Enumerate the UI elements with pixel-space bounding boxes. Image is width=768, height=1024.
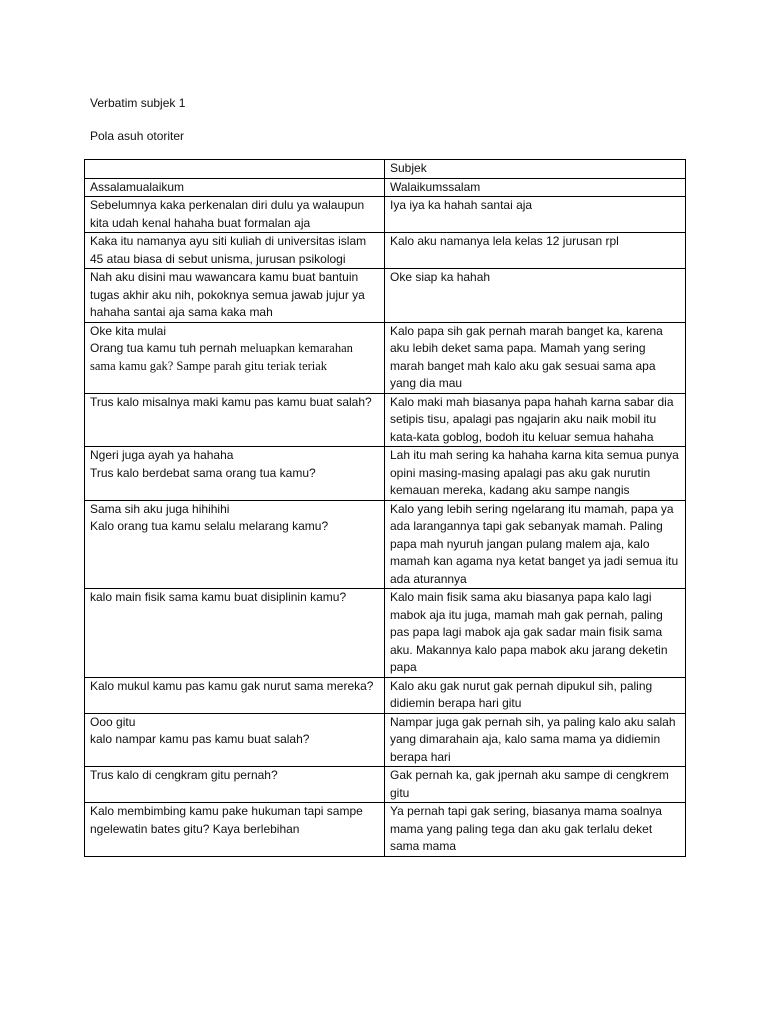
table-row — [85, 589, 686, 678]
table-row — [85, 197, 686, 233]
answer-cell: Kalo maki mah biasanya papa hahah karna sabar dia setipis tisu, apalagi pas ngajarin aku naik mobil itu kata-kata goblog, bodoh itu keluar semua hahaha — [385, 393, 686, 447]
answer-cell: Iya iya ka hahah santai aja — [385, 197, 686, 233]
question-cell — [85, 500, 385, 589]
verbatim-table — [84, 159, 686, 857]
question-cell — [85, 677, 385, 713]
document-title: Verbatim subjek 1 — [90, 96, 186, 110]
answer-cell: Oke siap ka hahah — [385, 269, 686, 323]
table-row — [85, 178, 686, 197]
header-cell-interviewer — [85, 160, 385, 179]
question-text: Ooo gitu — [90, 714, 136, 729]
question-text: Kalo mukul kamu pas kamu gak nurut sama mereka? — [90, 678, 374, 693]
header-cell-subject: Subjek — [385, 160, 686, 179]
question-text-serif: meluapkan kemarahan sama kamu gak? Sampe parah gitu teriak teriak — [90, 341, 353, 373]
table-row — [85, 713, 686, 767]
answer-cell: Kalo aku gak nurut gak pernah dipukul sih, paling didiemin berapa hari gitu — [385, 677, 686, 713]
question-text: Trus kalo di cengkram gitu pernah? — [90, 768, 278, 782]
table-row — [85, 322, 686, 393]
question-text: Kalo membimbing kamu pake hukuman tapi sampe ngelewatin bates gitu? Kaya berlebihan — [90, 804, 363, 836]
question-text: Kalo orang tua kamu selalu melarang kamu? — [90, 519, 329, 533]
table-row — [85, 269, 686, 323]
question-text: kalo main fisik sama kamu buat disiplinin kamu? — [90, 590, 347, 604]
question-cell — [85, 197, 385, 233]
question-text: Trus kalo berdebat sama orang tua kamu? — [90, 465, 316, 480]
answer-cell: Kalo main fisik sama aku biasanya papa kalo lagi mabok aja itu juga, mamah mah gak pernah, paling pas papa lagi mabok aja gak sadar main fisik sama aku. Makannya kalo papa mabok aku jarang deketin papa — [385, 589, 686, 678]
table-row — [85, 803, 686, 857]
table-row — [85, 233, 686, 269]
answer-cell: Lah itu mah sering ka hahaha karna kita semua punya opini masing-masing apalagi pas aku gak nurutin kemauan mereka, kadang aku sampe nangis — [385, 447, 686, 501]
answer-cell: Walaikumssalam — [385, 178, 686, 197]
question-text: Sebelumnya kaka perkenalan diri dulu ya walaupun kita udah kenal hahaha buat formalan aja — [90, 198, 365, 230]
answer-cell: Gak pernah ka, gak jpernah aku sampe di cengkrem gitu — [385, 767, 686, 803]
question-cell — [85, 589, 385, 678]
table-header-row — [85, 160, 686, 179]
table-row — [85, 393, 686, 447]
table-row — [85, 500, 686, 589]
table-row — [85, 767, 686, 803]
question-text: Ngeri juga ayah ya hahaha — [90, 448, 234, 462]
answer-cell: Nampar juga gak pernah sih, ya paling kalo aku salah yang dimarahain aja, kalo sama mama ya didiemin berapa hari — [385, 713, 686, 767]
question-cell — [85, 803, 385, 857]
document-subtitle: Pola asuh otoriter — [90, 129, 185, 143]
table-row — [85, 677, 686, 713]
question-text: Sama sih aku juga hihihihi — [90, 501, 230, 516]
question-cell — [85, 322, 385, 393]
answer-cell: Kalo yang lebih sering ngelarang itu mamah, papa ya ada larangannya tapi gak sebanyak mamah. Paling papa mah nyuruh jangan pulang malem aja, kalo mamah kan agama nya ketat banget ya jadi semua itu ada aturannya — [385, 500, 686, 589]
question-text: Kaka itu namanya ayu siti kuliah di universitas islam 45 atau biasa di sebut unisma, jurusan psikologi — [90, 234, 367, 266]
question-text: kalo nampar kamu pas kamu buat salah? — [90, 732, 310, 746]
answer-cell: Ya pernah tapi gak sering, biasanya mama soalnya mama yang paling tega dan aku gak terlalu deket sama mama — [385, 803, 686, 857]
question-text: Trus kalo misalnya maki kamu pas kamu buat salah? — [90, 394, 372, 409]
answer-cell: Kalo aku namanya lela kelas 12 jurusan rpl — [385, 233, 686, 269]
question-cell — [85, 713, 385, 767]
question-text: Nah aku disini mau wawancara kamu buat bantuin tugas akhir aku nih, pokoknya semua jawab jujur ya hahaha santai aja sama kaka mah — [90, 270, 365, 319]
table-row — [85, 447, 686, 501]
question-text: Orang tua kamu tuh pernah — [90, 341, 237, 355]
question-cell — [85, 393, 385, 447]
question-text: Oke kita mulai — [90, 323, 167, 338]
question-cell — [85, 447, 385, 501]
answer-cell: Kalo papa sih gak pernah marah banget ka, karena aku lebih deket sama papa. Mamah yang sering marah banget mah kalo aku gak sesuai sama apa yang dia mau — [385, 322, 686, 393]
question-cell — [85, 178, 385, 197]
question-cell — [85, 233, 385, 269]
question-cell — [85, 767, 385, 803]
question-cell — [85, 269, 385, 323]
question-text: Assalamualaikum — [90, 179, 185, 194]
